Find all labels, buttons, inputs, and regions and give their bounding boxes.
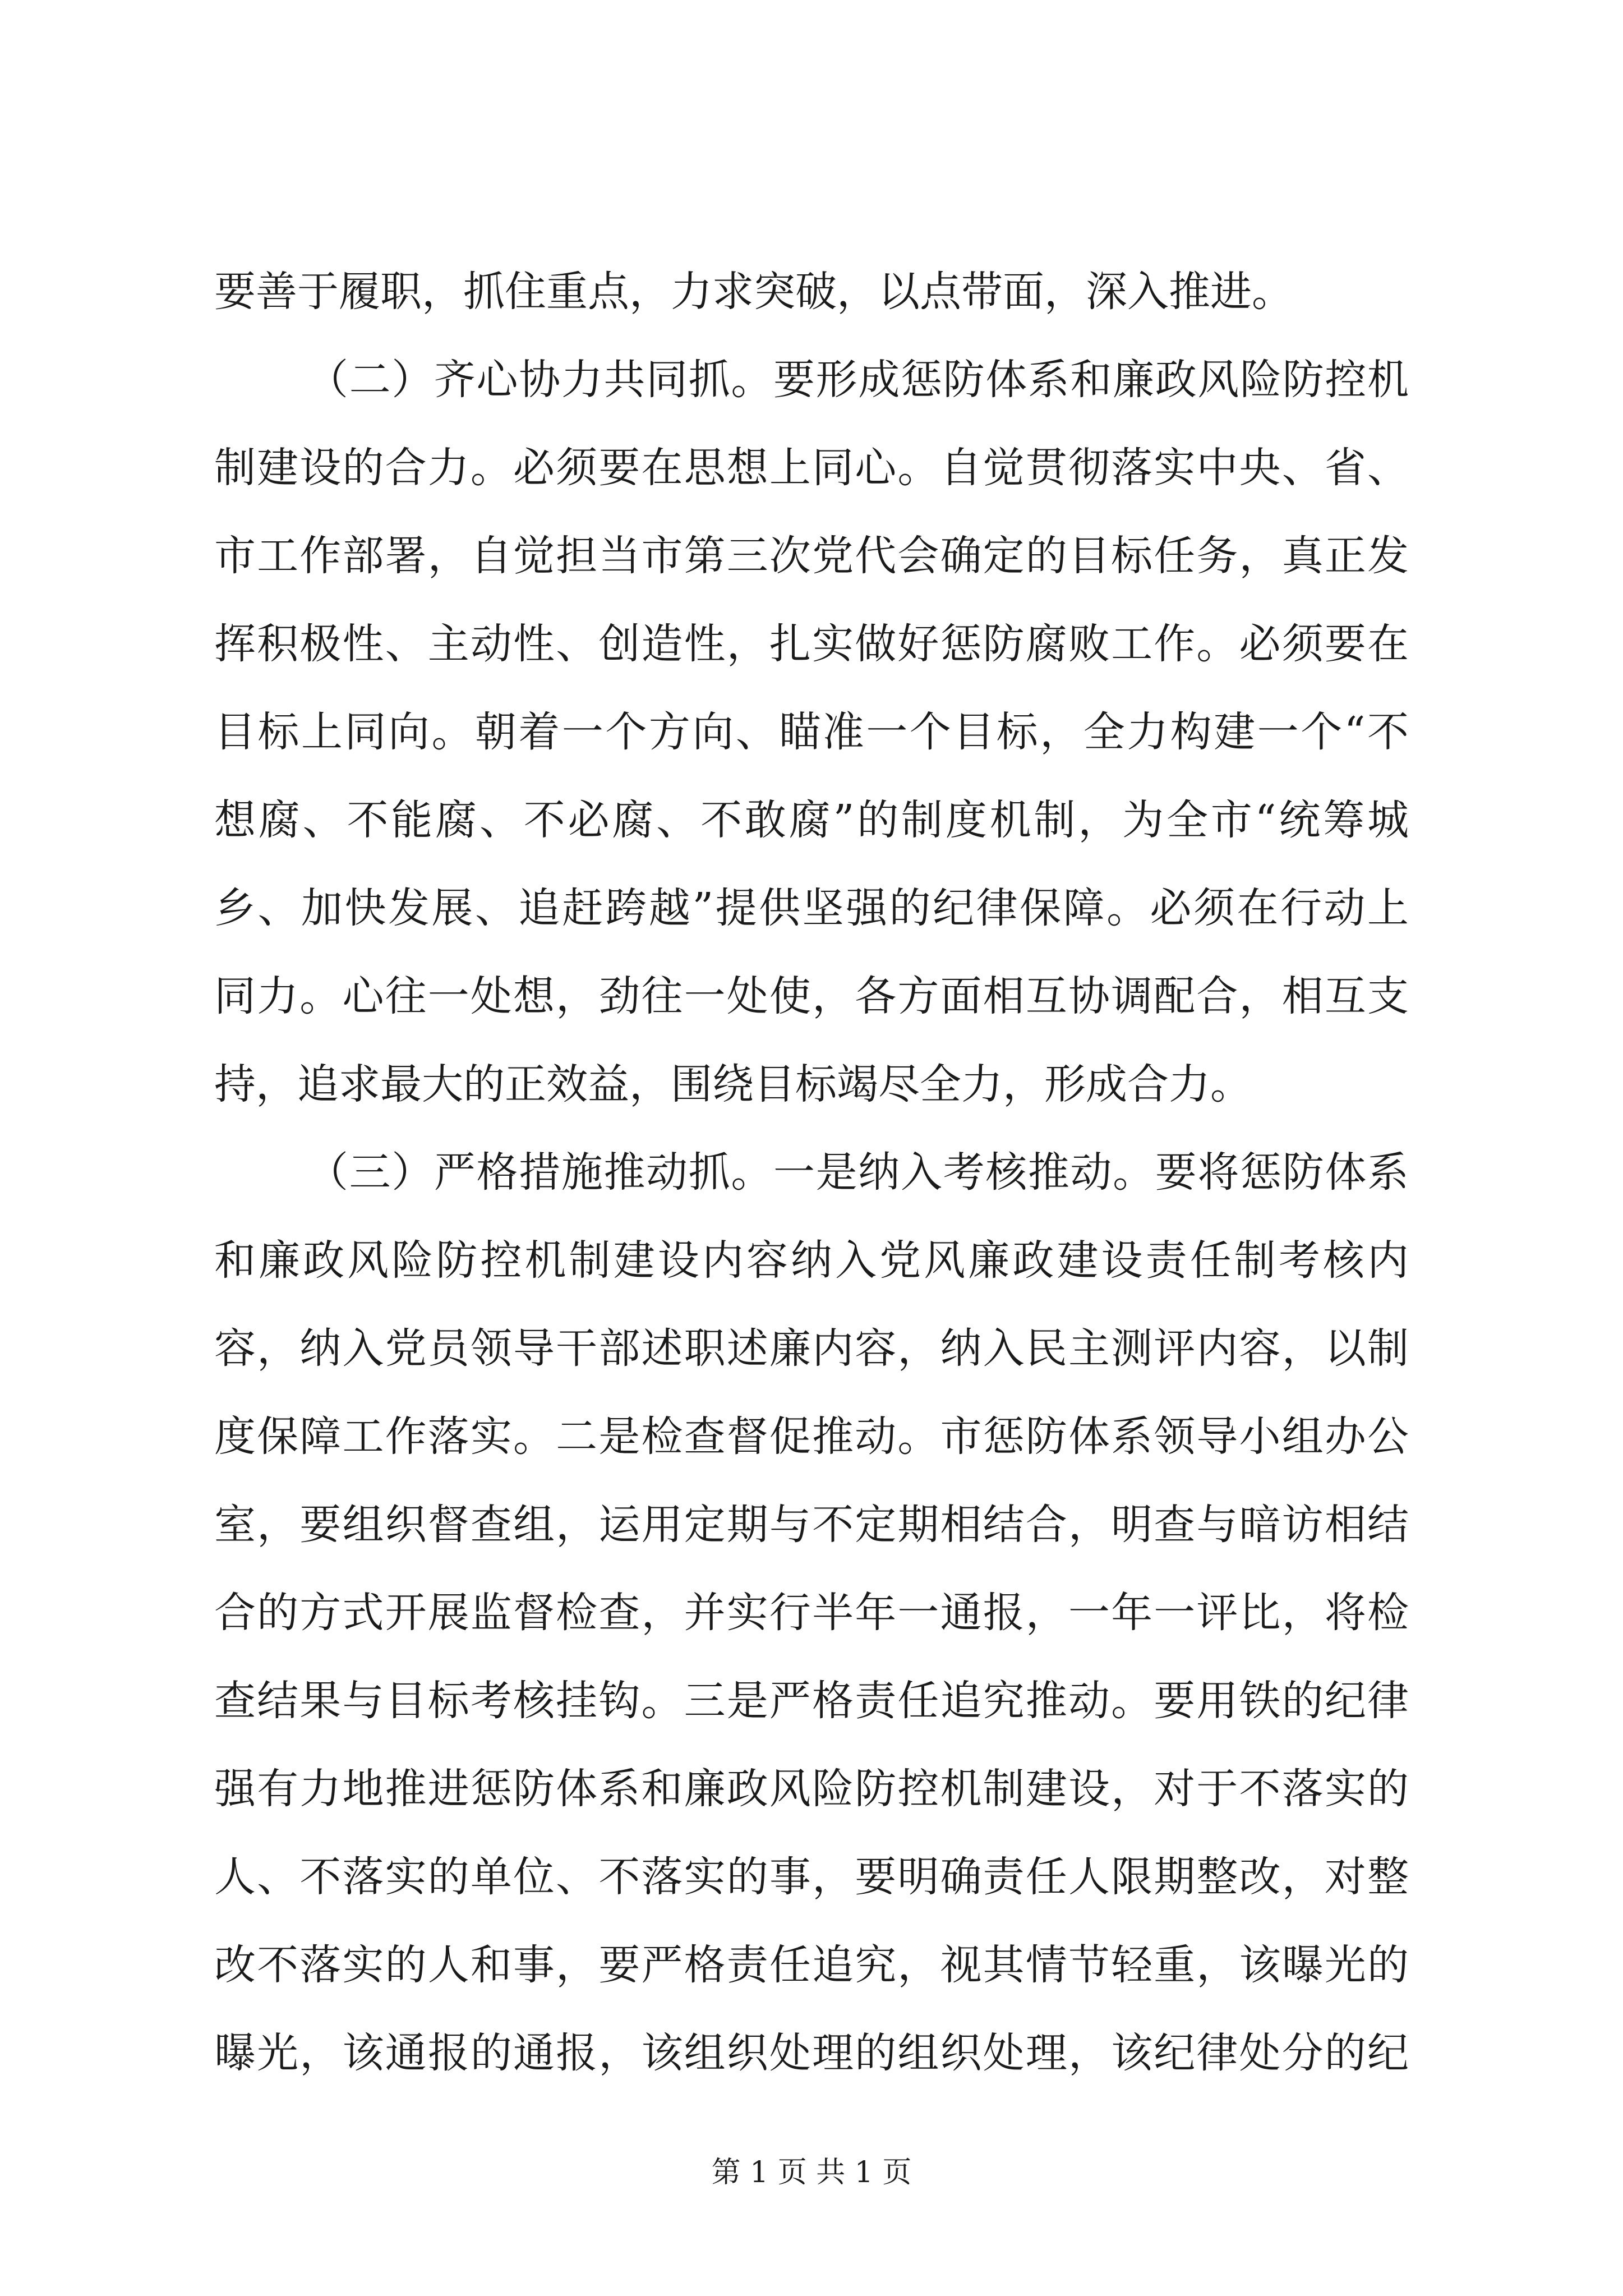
text-line: 目标上同向。朝着一个方向、瞄准一个目标，全力构建一个“不 [214,708,1409,756]
text-line: 乡、加快发展、追赶跨越”提供坚强的纪律保障。必须在行动上 [214,884,1409,932]
page-number: 第 1 页 共 1 页 [711,2156,912,2189]
text-line: 制建设的合力。必须要在思想上同心。自觉贯彻落实中央、省、 [214,444,1409,492]
text-line: 查结果与目标考核挂钩。三是严格责任追究推动。要用铁的纪律 [214,1677,1409,1725]
text-line: 度保障工作落实。二是检查督促推动。市惩防体系领导小组办公 [214,1412,1409,1461]
text-line-section-3-heading: （三）严格措施推动抓。一是纳入考核推动。要将惩防体系 [307,1148,1409,1197]
text-line: 市工作部署，自觉担当市第三次党代会确定的目标任务，真正发 [214,532,1409,580]
text-line: 要善于履职，抓住重点，力求突破，以点带面，深入推进。 [214,268,1293,316]
text-line: 挥积极性、主动性、创造性，扎实做好惩防腐败工作。必须要在 [214,620,1409,668]
text-line: 人、不落实的单位、不落实的事，要明确责任人限期整改，对整 [214,1853,1409,1901]
text-line: 合的方式开展监督检查，并实行半年一通报，一年一评比，将检 [214,1589,1409,1637]
text-line: 容，纳入党员领导干部述职述廉内容，纳入民主测评内容，以制 [214,1324,1409,1373]
text-line: 持，追求最大的正效益，围绕目标竭尽全力，形成合力。 [214,1060,1252,1108]
text-line: 强有力地推进惩防体系和廉政风险防控机制建设，对于不落实的 [214,1765,1409,1813]
text-line-section-2-heading: （二）齐心协力共同抓。要形成惩防体系和廉政风险防控机 [307,356,1409,404]
text-line: 曝光，该通报的通报，该组织处理的组织处理，该纪律处分的纪 [214,2029,1409,2077]
text-line: 想腐、不能腐、不必腐、不敢腐”的制度机制，为全市“统筹城 [214,796,1409,844]
text-line: 和廉政风险防控机制建设内容纳入党风廉政建设责任制考核内 [214,1236,1409,1285]
page-footer [0,2153,1623,2192]
body-text [214,248,1409,2097]
text-line: 同力。心往一处想，劲往一处使，各方面相互协调配合，相互支 [214,972,1409,1020]
text-line: 室，要组织督查组，运用定期与不定期相结合，明查与暗访相结 [214,1501,1409,1549]
text-line: 改不落实的人和事，要严格责任追究，视其情节轻重，该曝光的 [214,1941,1409,1989]
